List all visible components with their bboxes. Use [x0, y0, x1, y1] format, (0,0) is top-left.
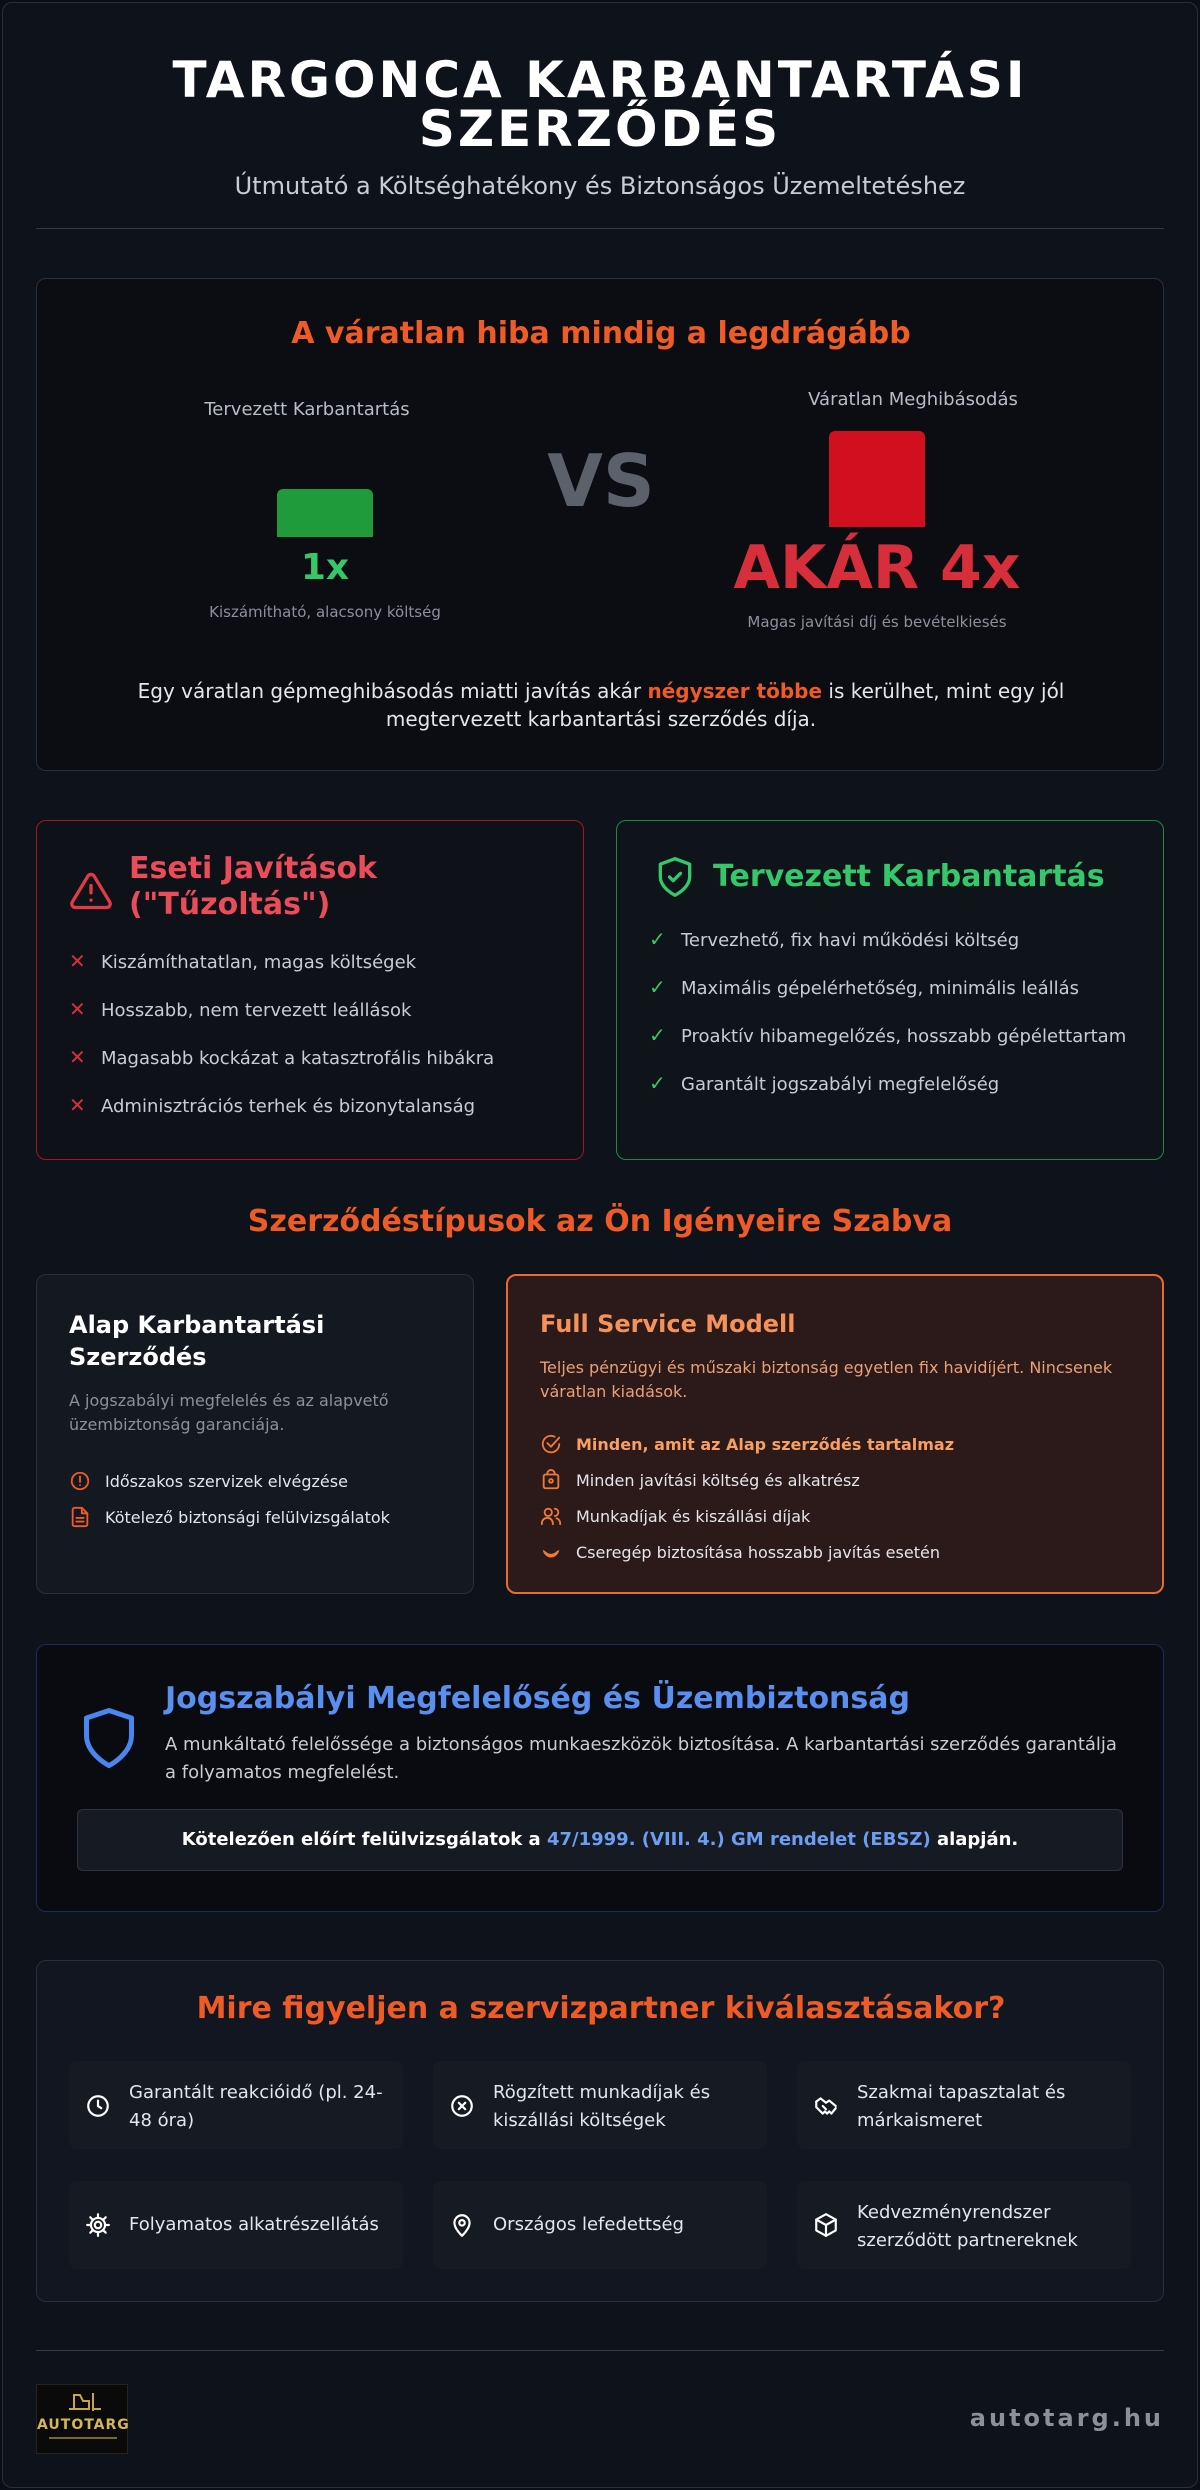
- compliance-text: A munkáltató felelőssége a biztonságos munkaeszközök biztosítása. A karbantartási szerződés garantálja a folyamatos megfelelést.: [165, 1734, 1117, 1783]
- full-service-title: Full Service Modell: [540, 1310, 796, 1338]
- planned-list: [649, 927, 1149, 1119]
- planned-value: 1x: [300, 547, 350, 588]
- autotarg-logo[interactable]: [36, 2384, 128, 2454]
- users-icon: [540, 1505, 576, 1527]
- ad-hoc-list: [69, 949, 569, 1141]
- forklift-icon: [63, 2391, 103, 2413]
- planned-label: Tervezett Karbantartás: [204, 399, 410, 420]
- clock-icon: [85, 2093, 111, 2119]
- planned-cost-bar: [277, 489, 373, 537]
- swap-icon: [540, 1541, 576, 1563]
- basic-contract-desc: A jogszabályi megfelelés és az alapvető üzembiztonság garanciája.: [69, 1391, 389, 1434]
- unexpected-label: Váratlan Meghibásodás: [808, 389, 1018, 410]
- footer-domain[interactable]: autotarg.hu: [969, 2404, 1164, 2432]
- list-item: ✕ Adminisztrációs terhek és bizonytalanság: [69, 1093, 476, 1117]
- page-title: TARGONCA KARBANTARTÁSI SZERZŐDÉS: [172, 51, 1028, 158]
- partner-criterion: Országos lefedettség: [433, 2181, 767, 2269]
- page-subtitle: Útmutató a Költséghatékony és Biztonságos Üzemeltetéshez: [234, 172, 966, 200]
- partner-criterion: Szakmai tapasztalat és márkaismeret: [797, 2061, 1131, 2149]
- list-item: Minden, amit az Alap szerződés tartalmaz: [540, 1426, 1150, 1462]
- list-item: ✕ Kiszámíthatatlan, magas költségek: [69, 949, 417, 973]
- comparison-card: [36, 278, 1164, 771]
- warning-triangle-icon: [69, 869, 113, 913]
- logo-underline: [49, 2437, 117, 2439]
- list-item: ✕ Magasabb kockázat a katasztrofális hibákra: [69, 1045, 495, 1069]
- logo-text: AUTOTARG: [37, 2417, 130, 2433]
- document-icon: [69, 1506, 105, 1528]
- ad-hoc-card: [36, 820, 584, 1160]
- unexpected-value: AKÁR 4x: [733, 533, 1021, 603]
- partner-criterion: Kedvezményrendszer szerződött partnereknek: [797, 2181, 1131, 2269]
- list-item: Minden javítási költség és alkatrész: [540, 1462, 1150, 1498]
- list-item: ✕ Hosszabb, nem tervezett leállások: [69, 997, 412, 1021]
- shield-check-icon: [653, 855, 697, 899]
- unexpected-cost-bar: [829, 431, 925, 527]
- full-service-list: [540, 1426, 1150, 1570]
- planned-card: [616, 820, 1164, 1160]
- partner-criterion: Rögzített munkadíjak és kiszállási költségek: [433, 2061, 767, 2149]
- partner-title: Mire figyeljen a szervizpartner kiválasztásakor?: [196, 1991, 1006, 2026]
- basic-list: [69, 1463, 459, 1535]
- comparison-title: A váratlan hiba mindig a legdrágább: [291, 316, 911, 351]
- handshake-icon: [813, 2093, 839, 2119]
- basic-contract-title: Alap Karbantartási Szerződés: [69, 1311, 325, 1371]
- partner-card: [36, 1960, 1164, 2302]
- full-service-desc: Teljes pénzügyi és műszaki biztonság egyetlen fix havidíjért. Nincsenek váratlan kiadások.: [540, 1358, 1113, 1401]
- planned-title: Tervezett Karbantartás: [713, 859, 1105, 894]
- list-item: ✓ Maximális gépelérhetőség, minimális leállás: [649, 975, 1080, 999]
- check-circle-icon: [540, 1433, 576, 1455]
- vs-label: VS: [547, 439, 655, 523]
- footer-divider: [36, 2350, 1164, 2351]
- planned-note: Kiszámítható, alacsony költség: [209, 603, 441, 621]
- header-divider: [36, 228, 1164, 229]
- list-item: ✓ Tervezhető, fix havi működési költség: [649, 927, 1020, 951]
- full-service-card: [506, 1274, 1164, 1594]
- basic-contract-card: [36, 1274, 474, 1594]
- ad-hoc-title: Eseti Javítások ("Tűzoltás"): [129, 851, 378, 922]
- partner-criterion: Folyamatos alkatrészellátás: [69, 2181, 403, 2269]
- list-item: Munkadíjak és kiszállási díjak: [540, 1498, 1150, 1534]
- map-pin-icon: [449, 2212, 475, 2238]
- list-item: ✓ Garantált jogszabályi megfelelőség: [649, 1071, 1000, 1095]
- compliance-card: [36, 1644, 1164, 1912]
- list-item: Cseregép biztosítása hosszabb javítás esetén: [540, 1534, 1150, 1570]
- list-item: Kötelező biztonsági felülvizsgálatok: [69, 1499, 459, 1535]
- x-circle-icon: [449, 2093, 475, 2119]
- contracts-title: Szerződéstípusok az Ön Igényeire Szabva: [247, 1204, 953, 1239]
- wallet-icon: [540, 1469, 576, 1491]
- compliance-note: Kötelezően előírt felülvizsgálatok a 47/1999. (VIII. 4.) GM rendelet (EBSZ) alapján.: [77, 1809, 1123, 1871]
- comparison-summary: Egy váratlan gépmeghibásodás miatti javítás akár négyszer többe is kerülhet, mint egy jól megtervezett karbantartási szerződés díja.: [137, 679, 1065, 731]
- alert-circle-icon: [69, 1470, 105, 1492]
- shield-icon: [79, 1705, 139, 1771]
- partner-criterion: Garantált reakcióidő (pl. 24-48 óra): [69, 2061, 403, 2149]
- gear-icon: [85, 2212, 111, 2238]
- list-item: Időszakos szervizek elvégzése: [69, 1463, 459, 1499]
- regulation-reference: 47/1999. (VIII. 4.) GM rendelet (EBSZ): [546, 1829, 931, 1850]
- box-icon: [813, 2212, 839, 2238]
- compliance-title: Jogszabályi Megfelelőség és Üzembiztonság: [165, 1681, 910, 1716]
- list-item: ✓ Proaktív hibamegelőzés, hosszabb gépélettartam: [649, 1023, 1127, 1047]
- unexpected-note: Magas javítási díj és bevételkiesés: [747, 613, 1007, 631]
- summary-highlight: négyszer többe: [647, 679, 823, 703]
